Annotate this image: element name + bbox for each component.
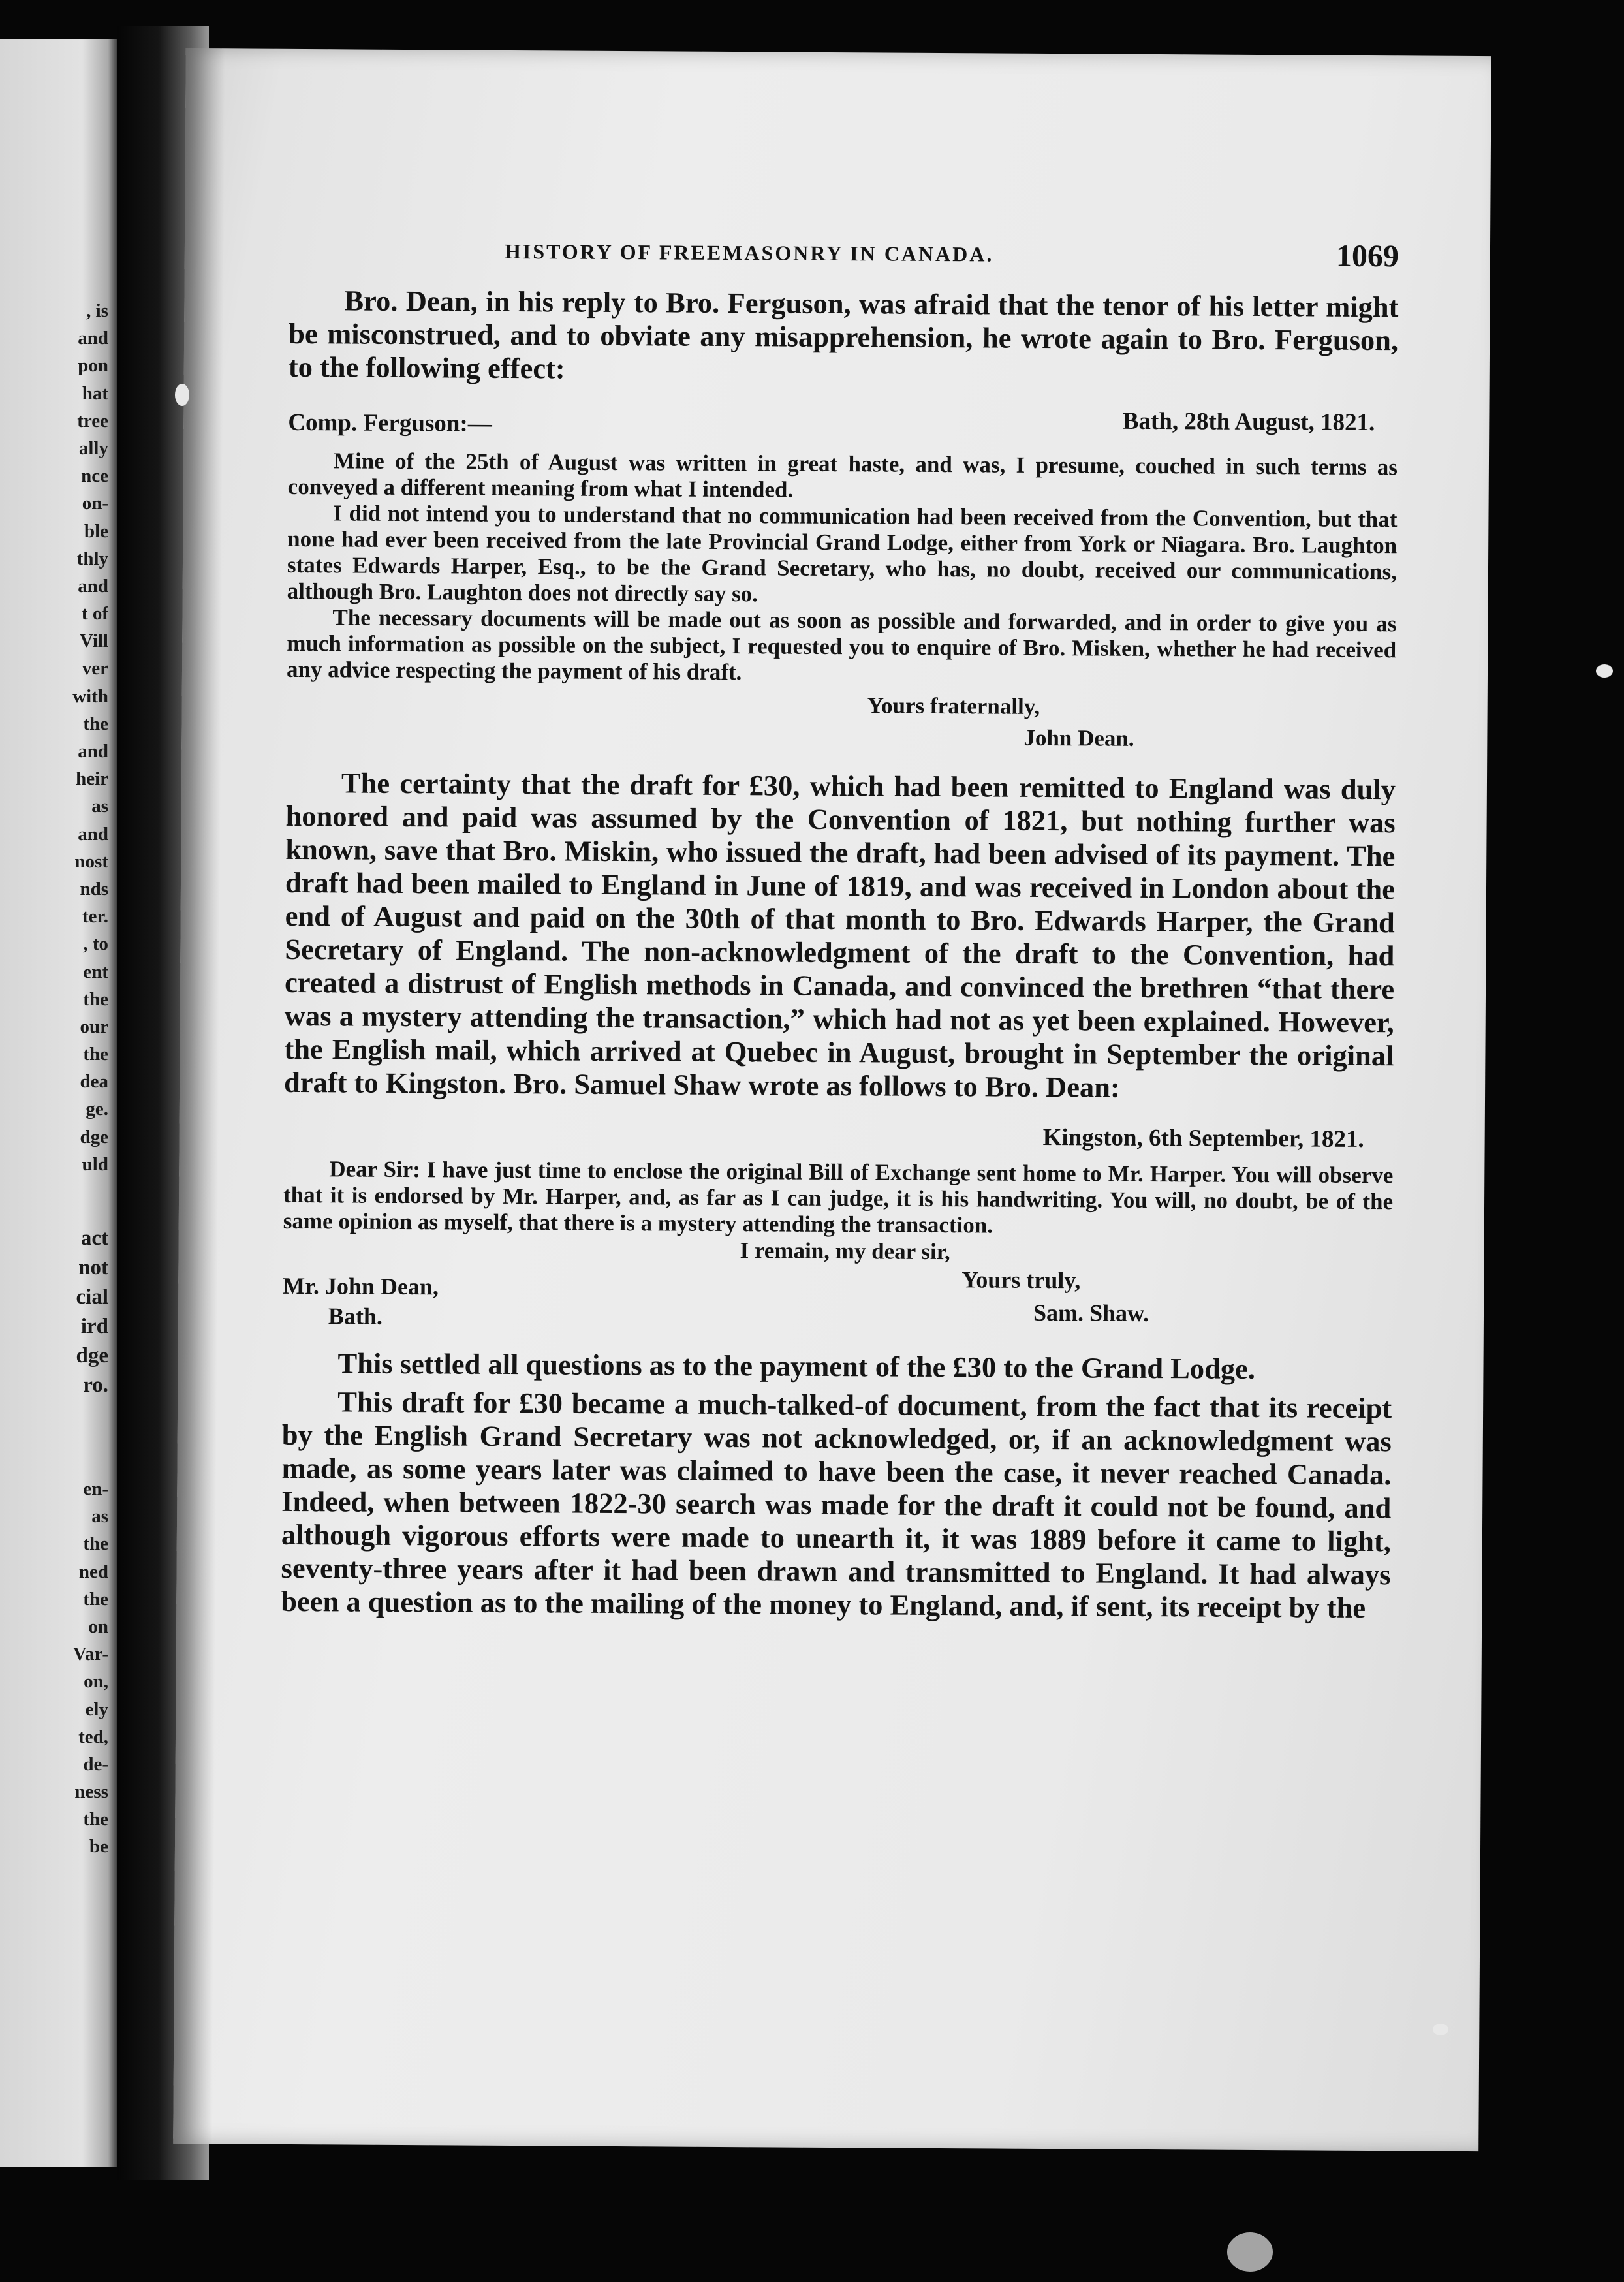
paragraph-intro: Bro. Dean, in his reply to Bro. Ferguson, was afraid that the tenor of his letter might be misconstrued, and to obviate any misapprehension, he wrote again to Bro. Ferguson, to the following effect: [288, 284, 1399, 385]
letter1-dateline: Bath, 28th August, 1821. [1122, 407, 1375, 437]
letter2-address-block [283, 1262, 1393, 1336]
paragraph-draft-history: The certainty that the draft for £30, which had been remitted to England was duly honored and paid was assumed by the Convention of 1821, but nothing further was known, save that Bro. Miskin, who issued the draft, had been advised of its payment. The draft had been mailed to England in June of 1819, and was received in London about the end of August and paid on the 30th of that month to Bro. Edwards Harper, the Grand Secretary of England. The non-acknowledgment of the draft to the Convention, had created a distrust of English methods in Canada, and convinced the brethren “that there was a mystery attending the transaction,” which had not as yet been explained. However, the English mail, which arrived at Quebec in August, brought in September the original draft to Kingston. Bro. Samuel Shaw wrote as follows to Bro. Dean: [283, 766, 1396, 1104]
facing-page-fragment: the [83, 1533, 108, 1555]
facing-page-fragment: ter. [82, 906, 108, 928]
facing-page-fragment: not [78, 1256, 108, 1279]
letter2-signature: Sam. Shaw. [1033, 1299, 1149, 1326]
facing-page-fragment: Var- [72, 1644, 108, 1665]
facing-page-fragment: dge [80, 1126, 108, 1148]
running-title: HISTORY OF FREEMASONRY IN CANADA. [504, 239, 994, 266]
facing-page-fragment: pon [78, 355, 108, 377]
facing-page-fragment: nce [81, 465, 108, 487]
facing-page-fragment: as [91, 796, 108, 817]
facing-page-fragments-2 [0, 1224, 108, 1400]
facing-page-fragment: uld [82, 1153, 108, 1175]
paragraph-settled: This settled all questions as to the payment of the £30 to the Grand Lodge. [337, 1347, 1256, 1385]
facing-page-fragment: and [78, 328, 108, 349]
facing-page-fragment: dge [76, 1344, 108, 1368]
facing-page-fragment: the [83, 1809, 108, 1830]
facing-page-fragment: the [83, 1044, 108, 1065]
facing-page-fragment: on- [82, 493, 108, 514]
facing-page-fragment: ird [80, 1315, 108, 1338]
facing-page-fragment: with [72, 685, 108, 707]
facing-page-fragment: ned [78, 1561, 108, 1582]
facing-page-fragment: our [80, 1016, 108, 1037]
facing-page-fragment: the [83, 988, 108, 1010]
running-head [289, 232, 1399, 290]
facing-page-fragment: Vill [79, 631, 108, 652]
letter1-paragraph-3: The necessary documents will be made out as soon as possible and forwarded, and in order to give you as much information as possible on the subject, I requested you to enquire of Bro. Misken, whether he had received any advice respecting the payment of his draft. [286, 604, 1397, 685]
facing-page-fragment: ble [84, 520, 108, 542]
page-content [281, 232, 1399, 1630]
facing-page-fragment: ely [85, 1698, 108, 1720]
facing-page-fragment: ro. [83, 1373, 108, 1397]
scan-speck [1596, 664, 1613, 678]
letter1-closing: Yours fraternally, [867, 693, 1040, 719]
facing-page-fragment: be [89, 1836, 108, 1858]
facing-page-edge [0, 39, 117, 2167]
scan-speck [1227, 2232, 1273, 2272]
facing-page-fragment: ge. [86, 1099, 108, 1120]
letter2-addressee-place: Bath. [328, 1303, 383, 1330]
letter1-signature: John Dean. [1023, 725, 1134, 751]
book-page [173, 48, 1491, 2151]
facing-page-fragment: de- [83, 1753, 108, 1775]
facing-page-fragments-3 [0, 1475, 108, 1861]
facing-page-fragment: t of [81, 603, 108, 625]
facing-page-fragment: and [78, 741, 108, 762]
facing-page-fragment: , is [86, 300, 108, 321]
facing-page-fragment: and [78, 823, 108, 845]
facing-page-fragment: the [83, 713, 108, 734]
letter1-heading [288, 402, 1398, 448]
letter2-addressee-name: Mr. John Dean, [283, 1272, 439, 1300]
letter2-dateline: Kingston, 6th September, 1821. [1042, 1123, 1364, 1153]
letter1-salutation: Comp. Ferguson:— [288, 409, 492, 437]
facing-page-fragment: ally [78, 437, 108, 459]
facing-page-fragment: and [78, 575, 108, 597]
facing-page-fragment: cial [76, 1285, 108, 1309]
letter1-paragraph-2: I did not intend you to understand that no communication had been received from the Convention, but that none had ever been received from the late Provincial Grand Lodge, either from York or Niagara. Bro. Laughton states Edwards Harper, Esq., to be the Grand Secretary, who has, no doubt, received our communications, although Bro. Laughton does not directly say so. [287, 500, 1398, 607]
facing-page-fragment: heir [76, 768, 108, 790]
paragraph-much-talked-of: This draft for £30 became a much-talked-of document, from the fact that its receipt by the English Grand Secretary was not acknowledged, or, if an acknowledgment was made, as some years later was claimed to have been the case, it never reached Canada. Indeed, when between 1822-30 search was made for the draft it could not be found, and although vigorous efforts were made to unearth it, it was 1889 before it came to light, seventy-three years after it had been drawn and transmitted to England. It had always been a question as to the mailing of the money to England, and, if sent, its receipt by the [281, 1385, 1392, 1625]
facing-page-fragment: dea [80, 1071, 108, 1093]
facing-page-fragment: en- [83, 1478, 108, 1499]
facing-page-fragment: on, [84, 1671, 108, 1693]
letter1-paragraph-1: Mine of the 25th of August was written in great haste, and was, I presume, couched in such terms as conveyed a different meaning from what I intended. [287, 448, 1398, 503]
scan-speck [1433, 2024, 1448, 2035]
facing-page-fragment: tree [77, 410, 108, 431]
facing-page-fragment: ness [74, 1781, 108, 1803]
letter2-body: Dear Sir: I have just time to enclose the original Bill of Exchange sent home to Mr. Harper. You will observe that it is endorsed by Mr. Harper, and, as far as I can judge, it is his handwriting. You will, no doubt, be of the same opinion as myself, that there is a mystery attending the transaction. [283, 1156, 1394, 1238]
letter1-signoff [286, 687, 1396, 756]
facing-page-fragment: on [88, 1616, 108, 1637]
letter2-remain: I remain, my dear sir, [740, 1238, 950, 1265]
facing-page-fragment: act [80, 1227, 108, 1250]
facing-page-fragment: nds [80, 878, 108, 899]
facing-page-fragment: as [91, 1506, 108, 1527]
facing-page-fragment: hat [82, 383, 108, 404]
facing-page-fragment: ent [83, 961, 108, 982]
facing-page-fragments-1 [0, 297, 108, 1178]
facing-page-fragment: ver [82, 658, 108, 680]
page-number: 1069 [1335, 238, 1399, 274]
facing-page-fragment: thly [76, 548, 108, 569]
facing-page-fragment: the [83, 1588, 108, 1610]
facing-page-fragment: ted, [78, 1726, 108, 1747]
letter2-closing: Yours truly, [961, 1266, 1081, 1294]
scan-speck [175, 384, 189, 406]
facing-page-fragment: nost [74, 851, 108, 872]
facing-page-fragment: , to [83, 933, 108, 955]
